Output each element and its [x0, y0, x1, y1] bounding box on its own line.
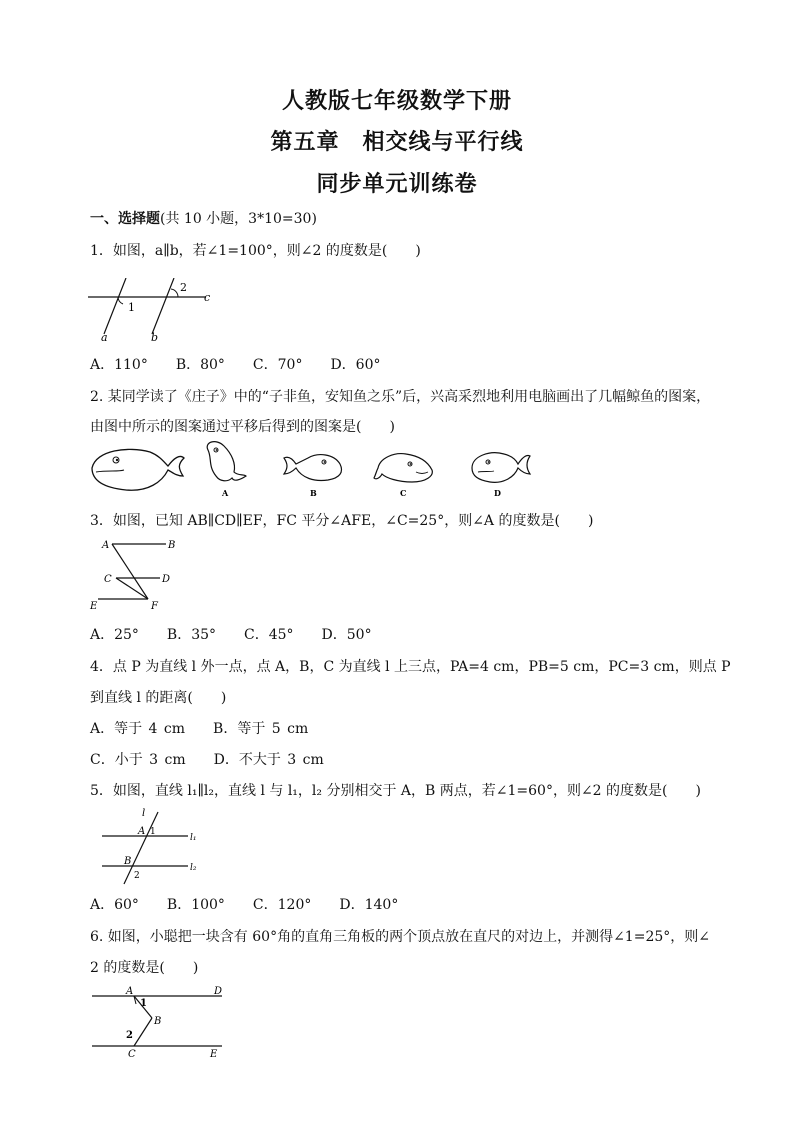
label-a: A [138, 826, 146, 837]
label-b: B [168, 540, 176, 551]
question-2-text-line-1: 2. 某同学读了《庄子》中的“子非鱼，安知鱼之乐”后，兴高采烈地利用电脑画出了几幅鲸鱼的图案， [90, 389, 711, 405]
angle-1-label: 1 [150, 827, 156, 837]
option-d-label: D [494, 488, 501, 498]
segment-af [112, 544, 148, 599]
question-1-options: A．110° B．80° C．70° D．60° [90, 357, 381, 373]
line-a [104, 278, 126, 334]
question-4-text-line-1: 4．点 P 为直线 l 外一点，点 A，B，C 为直线 l 上三点，PA=4 cm，PB=5 cm，PC=3 cm，则点 P [90, 659, 731, 675]
question-6-text-line-1: 6. 如图，小聪把一块含有 60°角的直角三角板的两个顶点放在直尺的对边上，并测得∠1=25°，则∠ [90, 929, 710, 945]
label-l: l [142, 808, 146, 819]
question-3-text: 3．如图，已知 AB∥CD∥EF，FC 平分∠AFE，∠C=25°，则∠A 的度数是( ) [90, 513, 594, 529]
question-3-figure [88, 536, 188, 614]
angle-1-label: 1 [128, 301, 135, 314]
question-2-figure [88, 436, 538, 502]
question-1-figure [88, 278, 218, 344]
option-b-label: B [310, 488, 317, 498]
line-l [124, 812, 158, 884]
label-l1: l₁ [190, 833, 197, 843]
option-a-label: A [222, 488, 229, 498]
question-6-text-line-2: 2 的度数是( ) [90, 960, 199, 976]
whale-original [92, 449, 184, 490]
label-a: a [101, 331, 108, 344]
segment-cf [116, 578, 148, 599]
angle-2-label: 2 [126, 1030, 133, 1041]
angle-2-label: 2 [134, 871, 140, 881]
question-4-options-line-1: A．等于 4 cm B．等于 5 cm [90, 721, 309, 737]
section-heading [90, 208, 317, 228]
question-4-options-line-2: C．小于 3 cm D．不大于 3 cm [90, 752, 324, 768]
question-4-text-line-2: 到直线 l 的距离( ) [90, 690, 227, 706]
question-5-figure [96, 808, 206, 886]
question-1-text: 1．如图，a∥b，若∠1=100°，则∠2 的度数是( ) [90, 243, 421, 259]
label-b: B [124, 856, 132, 867]
label-c: C [128, 1049, 136, 1060]
angle-1-label: 1 [140, 998, 147, 1009]
whale-option-c [374, 454, 432, 498]
label-d: D [162, 574, 171, 585]
label-a: A [126, 986, 134, 997]
whale-option-d [472, 453, 530, 498]
label-c: C [104, 574, 112, 585]
segment-bc [134, 1018, 152, 1046]
label-e: E [90, 601, 98, 612]
question-3-options: A．25° B．35° C．45° D．50° [90, 627, 372, 643]
label-l2: l₂ [190, 863, 197, 873]
whale-option-b [284, 455, 342, 498]
title-line-1: 人教版七年级数学下册 [281, 88, 512, 114]
label-c: c [204, 291, 211, 304]
label-f: F [151, 601, 158, 612]
title-line-2: 第五章 相交线与平行线 [270, 129, 524, 155]
label-d: D [214, 986, 223, 997]
question-5-options: A．60° B．100° C．120° D．140° [90, 897, 399, 913]
line-b [152, 278, 174, 334]
whale-option-a [207, 442, 246, 498]
label-b: B [154, 1016, 162, 1027]
question-6-figure [88, 982, 228, 1062]
question-5-text: 5．如图，直线 l₁∥l₂，直线 l 与 l₁，l₂ 分别相交于 A，B 两点，若∠1=60°，则∠2 的度数是( ) [90, 783, 701, 799]
label-b: b [151, 331, 159, 344]
label-e: E [210, 1049, 218, 1060]
section-note: (共 10 小题，3*10=30) [160, 211, 317, 227]
question-2-text-line-2: 由图中所示的图案通过平移后得到的图案是( ) [90, 419, 395, 435]
option-c-label: C [400, 488, 407, 498]
section-title: 一、选择题 [90, 211, 160, 227]
title-line-3: 同步单元训练卷 [316, 171, 478, 197]
label-a: A [102, 540, 110, 551]
angle-2-label: 2 [180, 281, 187, 294]
